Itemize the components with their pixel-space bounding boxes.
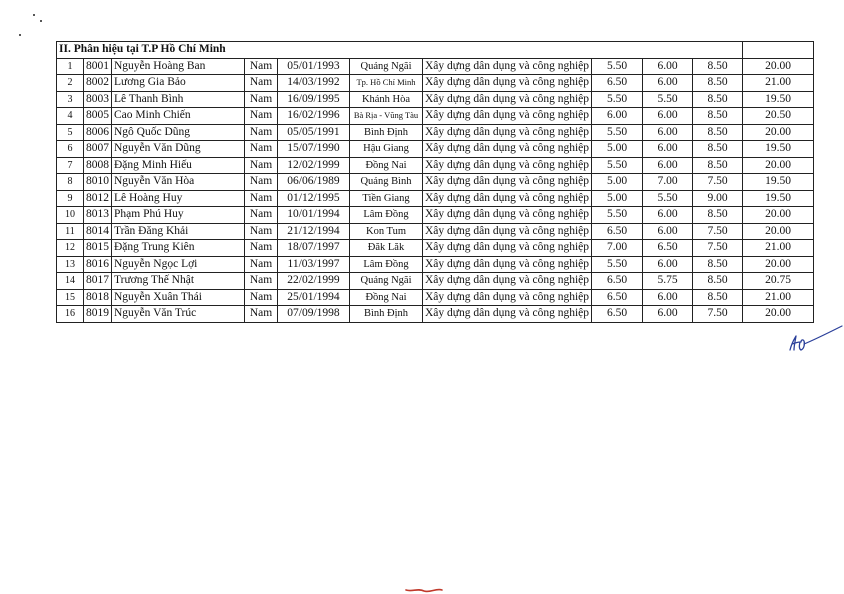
score-3-cell: 8.50 [693,273,743,290]
gender-cell: Nam [245,58,278,75]
birth-date-cell: 05/05/1991 [278,124,350,141]
province-cell: Bình Định [350,124,423,141]
score-1-cell: 6.50 [592,75,643,92]
row-number-cell: 11 [57,223,84,240]
score-3-cell: 7.50 [693,240,743,257]
score-2-cell: 6.50 [643,240,693,257]
province-cell: Đăk Lăk [350,240,423,257]
gender-cell: Nam [245,289,278,306]
birth-date-cell: 25/01/1994 [278,289,350,306]
birth-date-cell: 15/07/1990 [278,141,350,158]
major-cell: Xây dựng dân dụng và công nghiệp [423,240,592,257]
candidate-row [57,75,814,92]
score-2-cell: 5.50 [643,190,693,207]
major-cell: Xây dựng dân dụng và công nghiệp [423,289,592,306]
province-cell: Đồng Nai [350,289,423,306]
major-cell: Xây dựng dân dụng và công nghiệp [423,157,592,174]
score-1-cell: 7.00 [592,240,643,257]
candidate-id-cell: 8001 [84,58,112,75]
province-cell: Lâm Đồng [350,207,423,224]
scan-speck [33,14,35,16]
score-3-cell: 8.50 [693,75,743,92]
candidate-id-cell: 8008 [84,157,112,174]
birth-date-cell: 14/03/1992 [278,75,350,92]
score-1-cell: 5.00 [592,190,643,207]
total-score-cell: 20.00 [743,223,814,240]
total-score-cell: 19.50 [743,141,814,158]
candidate-row [57,91,814,108]
score-1-cell: 5.00 [592,174,643,191]
province-cell: Bà Rịa - Vũng Tàu [350,108,423,125]
province-cell: Quảng Bình [350,174,423,191]
gender-cell: Nam [245,124,278,141]
score-3-cell: 8.50 [693,108,743,125]
gender-cell: Nam [245,306,278,323]
score-1-cell: 5.50 [592,91,643,108]
score-3-cell: 8.50 [693,124,743,141]
score-1-cell: 5.50 [592,207,643,224]
score-1-cell: 5.50 [592,124,643,141]
province-cell: Kon Tum [350,223,423,240]
candidate-name-cell: Lê Hoàng Huy [112,190,245,207]
candidate-row [57,256,814,273]
score-3-cell: 7.50 [693,306,743,323]
row-number-cell: 1 [57,58,84,75]
handwritten-initials-signature [786,322,844,356]
score-2-cell: 6.00 [643,157,693,174]
birth-date-cell: 18/07/1997 [278,240,350,257]
candidate-id-cell: 8007 [84,141,112,158]
major-cell: Xây dựng dân dụng và công nghiệp [423,91,592,108]
gender-cell: Nam [245,207,278,224]
birth-date-cell: 21/12/1994 [278,223,350,240]
birth-date-cell: 07/09/1998 [278,306,350,323]
major-cell: Xây dựng dân dụng và công nghiệp [423,273,592,290]
candidate-id-cell: 8019 [84,306,112,323]
province-cell: Quảng Ngãi [350,58,423,75]
score-2-cell: 6.00 [643,58,693,75]
candidate-name-cell: Nguyễn Xuân Thái [112,289,245,306]
total-score-cell: 21.00 [743,75,814,92]
candidate-score-table [56,41,814,323]
gender-cell: Nam [245,108,278,125]
candidate-row [57,207,814,224]
score-2-cell: 6.00 [643,256,693,273]
row-number-cell: 2 [57,75,84,92]
gender-cell: Nam [245,157,278,174]
province-cell: Quảng Ngãi [350,273,423,290]
candidate-row [57,141,814,158]
candidate-row [57,273,814,290]
score-2-cell: 7.00 [643,174,693,191]
score-2-cell: 6.00 [643,141,693,158]
major-cell: Xây dựng dân dụng và công nghiệp [423,124,592,141]
total-score-cell: 20.00 [743,58,814,75]
score-1-cell: 5.50 [592,256,643,273]
province-cell: Tiền Giang [350,190,423,207]
score-1-cell: 6.50 [592,273,643,290]
row-number-cell: 6 [57,141,84,158]
birth-date-cell: 12/02/1999 [278,157,350,174]
candidate-name-cell: Nguyễn Văn Hòa [112,174,245,191]
score-2-cell: 6.00 [643,207,693,224]
candidate-id-cell: 8010 [84,174,112,191]
score-3-cell: 9.00 [693,190,743,207]
major-cell: Xây dựng dân dụng và công nghiệp [423,174,592,191]
row-number-cell: 5 [57,124,84,141]
birth-date-cell: 11/03/1997 [278,256,350,273]
score-2-cell: 6.00 [643,223,693,240]
candidate-row [57,289,814,306]
major-cell: Xây dựng dân dụng và công nghiệp [423,256,592,273]
gender-cell: Nam [245,91,278,108]
score-2-cell: 6.00 [643,306,693,323]
major-cell: Xây dựng dân dụng và công nghiệp [423,75,592,92]
candidate-name-cell: Lương Gia Bảo [112,75,245,92]
row-number-cell: 9 [57,190,84,207]
row-number-cell: 4 [57,108,84,125]
score-3-cell: 8.50 [693,58,743,75]
candidate-name-cell: Cao Minh Chiến [112,108,245,125]
province-cell: Khánh Hòa [350,91,423,108]
candidate-id-cell: 8016 [84,256,112,273]
score-3-cell: 8.50 [693,289,743,306]
province-cell: Hậu Giang [350,141,423,158]
candidate-id-cell: 8013 [84,207,112,224]
birth-date-cell: 16/09/1995 [278,91,350,108]
candidate-id-cell: 8018 [84,289,112,306]
row-number-cell: 3 [57,91,84,108]
total-score-cell: 21.00 [743,240,814,257]
gender-cell: Nam [245,190,278,207]
score-3-cell: 8.50 [693,141,743,158]
province-cell: Đồng Nai [350,157,423,174]
score-3-cell: 8.50 [693,157,743,174]
major-cell: Xây dựng dân dụng và công nghiệp [423,58,592,75]
major-cell: Xây dựng dân dụng và công nghiệp [423,207,592,224]
birth-date-cell: 05/01/1993 [278,58,350,75]
candidate-id-cell: 8003 [84,91,112,108]
birth-date-cell: 06/06/1989 [278,174,350,191]
row-number-cell: 13 [57,256,84,273]
candidate-name-cell: Nguyễn Văn Dũng [112,141,245,158]
section-header-row [57,42,814,59]
gender-cell: Nam [245,240,278,257]
total-score-cell: 20.00 [743,256,814,273]
score-1-cell: 5.50 [592,157,643,174]
row-number-cell: 8 [57,174,84,191]
score-2-cell: 6.00 [643,124,693,141]
candidate-id-cell: 8017 [84,273,112,290]
row-number-cell: 14 [57,273,84,290]
gender-cell: Nam [245,75,278,92]
score-2-cell: 6.00 [643,108,693,125]
birth-date-cell: 16/02/1996 [278,108,350,125]
birth-date-cell: 01/12/1995 [278,190,350,207]
candidate-id-cell: 8002 [84,75,112,92]
row-number-cell: 12 [57,240,84,257]
total-score-cell: 20.00 [743,124,814,141]
gender-cell: Nam [245,223,278,240]
section-header-empty-cell [743,42,814,59]
gender-cell: Nam [245,174,278,191]
score-1-cell: 6.50 [592,306,643,323]
candidate-row [57,223,814,240]
candidate-name-cell: Phạm Phú Huy [112,207,245,224]
score-2-cell: 6.00 [643,75,693,92]
row-number-cell: 7 [57,157,84,174]
major-cell: Xây dựng dân dụng và công nghiệp [423,223,592,240]
candidate-name-cell: Ngô Quốc Dũng [112,124,245,141]
row-number-cell: 15 [57,289,84,306]
total-score-cell: 20.75 [743,273,814,290]
major-cell: Xây dựng dân dụng và công nghiệp [423,108,592,125]
major-cell: Xây dựng dân dụng và công nghiệp [423,190,592,207]
candidate-name-cell: Đặng Minh Hiếu [112,157,245,174]
candidate-row [57,108,814,125]
candidate-row [57,58,814,75]
province-cell: Tp. Hồ Chí Minh [350,75,423,92]
score-3-cell: 8.50 [693,91,743,108]
gender-cell: Nam [245,141,278,158]
score-2-cell: 5.50 [643,91,693,108]
score-3-cell: 7.50 [693,174,743,191]
total-score-cell: 19.50 [743,190,814,207]
birth-date-cell: 10/01/1994 [278,207,350,224]
candidate-name-cell: Nguyễn Văn Trúc [112,306,245,323]
major-cell: Xây dựng dân dụng và công nghiệp [423,306,592,323]
candidate-row [57,124,814,141]
gender-cell: Nam [245,256,278,273]
candidate-name-cell: Đặng Trung Kiên [112,240,245,257]
major-cell: Xây dựng dân dụng và công nghiệp [423,141,592,158]
candidate-row [57,306,814,323]
score-3-cell: 8.50 [693,207,743,224]
score-3-cell: 7.50 [693,223,743,240]
score-1-cell: 6.50 [592,223,643,240]
red-stamp-mark [404,584,444,594]
candidate-row [57,240,814,257]
candidate-id-cell: 8014 [84,223,112,240]
candidate-row [57,157,814,174]
candidate-name-cell: Lê Thanh Bình [112,91,245,108]
scan-speck [19,34,21,36]
candidate-id-cell: 8012 [84,190,112,207]
total-score-cell: 21.00 [743,289,814,306]
score-1-cell: 5.50 [592,58,643,75]
total-score-cell: 19.50 [743,91,814,108]
province-cell: Lâm Đồng [350,256,423,273]
total-score-cell: 20.50 [743,108,814,125]
province-cell: Bình Định [350,306,423,323]
scan-speck [40,20,42,22]
row-number-cell: 10 [57,207,84,224]
candidate-row [57,190,814,207]
candidate-id-cell: 8006 [84,124,112,141]
birth-date-cell: 22/02/1999 [278,273,350,290]
score-1-cell: 5.00 [592,141,643,158]
section-title: II. Phân hiệu tại T.P Hồ Chí Minh [57,42,743,59]
total-score-cell: 20.00 [743,207,814,224]
total-score-cell: 20.00 [743,157,814,174]
candidate-id-cell: 8005 [84,108,112,125]
candidate-row [57,174,814,191]
gender-cell: Nam [245,273,278,290]
score-1-cell: 6.00 [592,108,643,125]
candidate-name-cell: Nguyễn Hoàng Ban [112,58,245,75]
score-2-cell: 6.00 [643,289,693,306]
score-3-cell: 8.50 [693,256,743,273]
score-1-cell: 6.50 [592,289,643,306]
candidate-name-cell: Trương Thế Nhật [112,273,245,290]
row-number-cell: 16 [57,306,84,323]
candidate-name-cell: Nguyễn Ngọc Lợi [112,256,245,273]
score-2-cell: 5.75 [643,273,693,290]
candidate-name-cell: Trần Đăng Khải [112,223,245,240]
total-score-cell: 20.00 [743,306,814,323]
total-score-cell: 19.50 [743,174,814,191]
candidate-id-cell: 8015 [84,240,112,257]
